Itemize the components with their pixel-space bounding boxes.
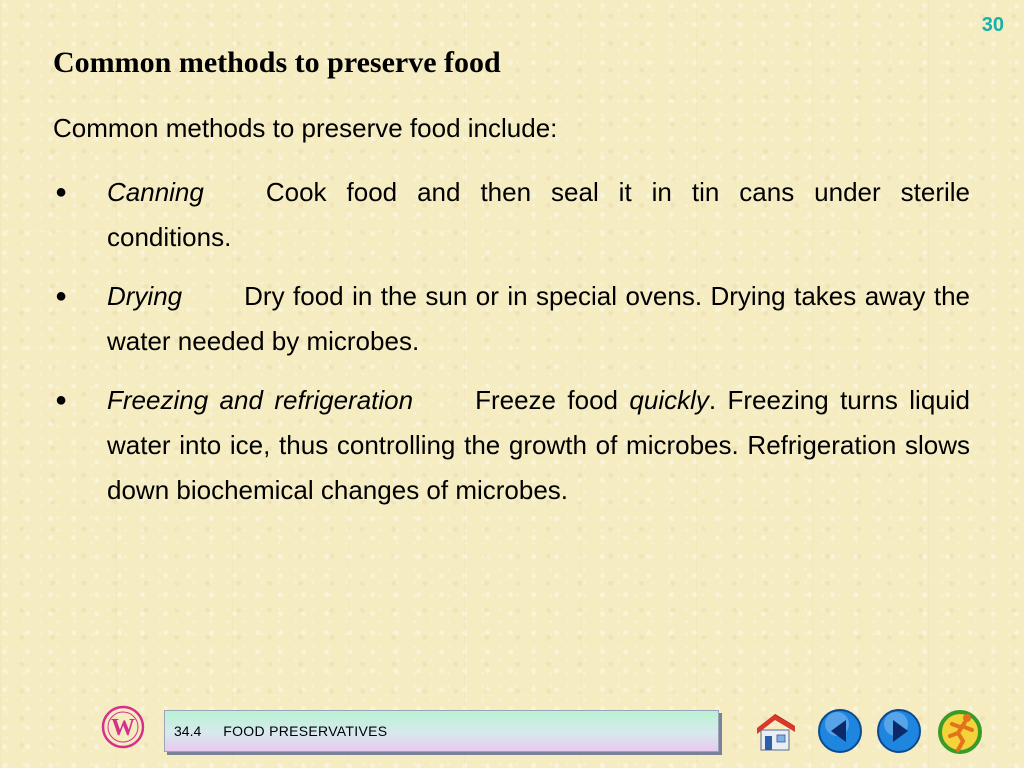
method-term: Freezing and refrigeration [107,385,414,415]
back-arrow-icon [817,708,863,754]
intro-text: Common methods to preserve food include: [53,113,558,143]
forward-button[interactable] [876,708,922,754]
method-description-start: Freeze food [475,385,630,415]
bullet-icon: ● [55,181,68,203]
publisher-logo [101,705,145,749]
footer-section-number: 34.4 [174,723,202,739]
slide-title: Common methods to preserve food [53,46,501,79]
method-list [53,170,970,527]
method-term: Drying [107,281,183,311]
home-button[interactable] [751,708,797,754]
exit-button[interactable] [936,708,982,754]
method-term: Canning [107,177,204,207]
list-item-freezing [53,378,970,513]
logo-icon [101,705,145,749]
exit-runner-icon [936,708,986,754]
footer-bar [164,710,719,752]
home-icon [751,708,801,754]
page-number: 30 [981,14,1004,36]
bullet-icon: ● [55,285,68,307]
method-description-end: . Freezing turns liquid water into ice, thus controlling the growth of microbes. Refrigeration slows down biochemical changes of microbes. [107,385,970,505]
list-item-drying [53,274,970,364]
bullet-icon: ● [55,389,68,411]
method-emphasis: quickly [629,385,709,415]
method-description: Cook food and then seal it in tin cans under sterile conditions. [107,177,970,252]
footer-topic: FOOD PRESERVATIVES [223,723,388,739]
method-description: Dry food in the sun or in special ovens. Drying takes away the water needed by microbes. [107,281,970,356]
list-item-canning [53,170,970,260]
back-button[interactable] [817,708,863,754]
forward-arrow-icon [876,708,922,754]
logo-letter: W [111,715,135,741]
